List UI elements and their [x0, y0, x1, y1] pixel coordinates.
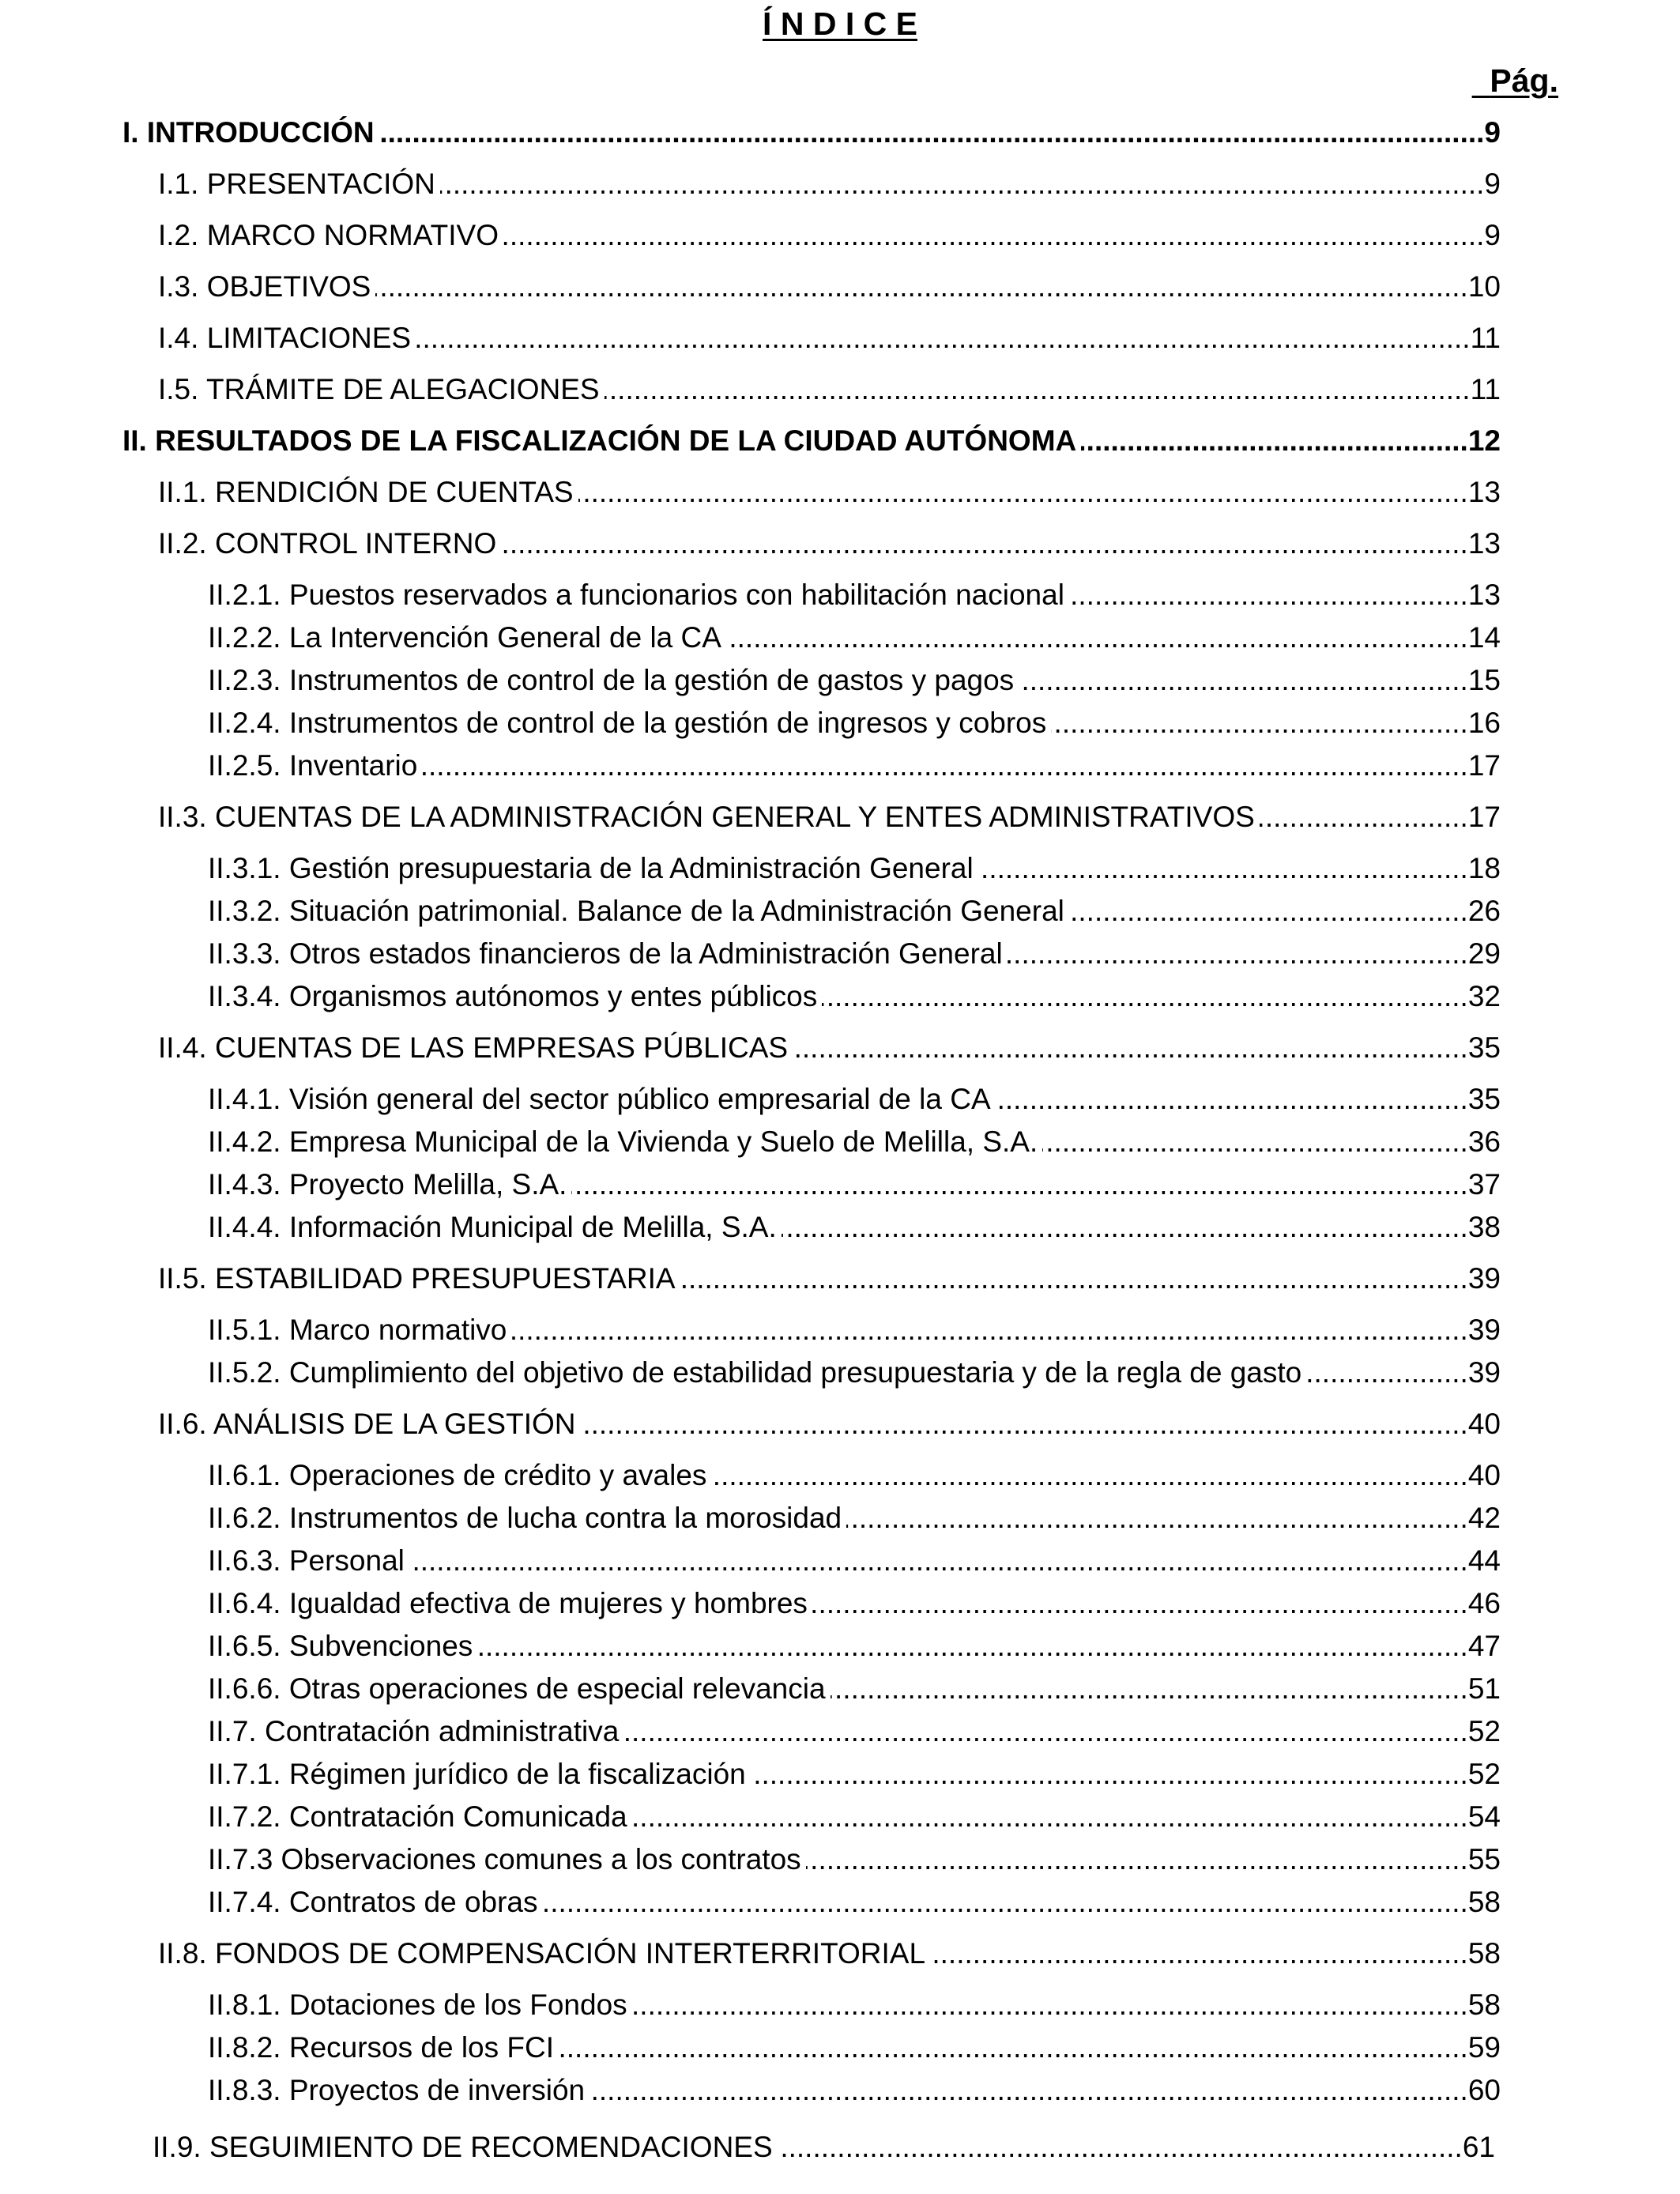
dot-leader	[379, 111, 1485, 154]
toc-entry	[0, 1497, 1501, 1540]
toc-entry-label: II.7.4. Contratos de obras	[208, 1886, 538, 1918]
toc-entry	[0, 420, 1501, 462]
toc-entry-page-number: 16	[1467, 707, 1501, 739]
toc-entry-page-number: 9	[1484, 116, 1501, 149]
toc-entry-label: II.4.2. Empresa Municipal de la Vivienda y Suelo de Melilla, S.A.	[208, 1125, 1038, 1158]
toc-entry	[0, 1454, 1501, 1497]
toc-entry-label: II.6.4. Igualdad efectiva de mujeres y hombres	[208, 1587, 808, 1619]
toc-entry-label: II.3. CUENTAS DE LA ADMINISTRACIÓN GENERAL Y ENTES ADMINISTRATIVOS	[158, 801, 1255, 833]
toc-entry	[0, 1881, 1501, 1924]
toc-entry	[0, 1668, 1501, 1710]
toc-entry-label: II.8.2. Recursos de los FCI	[208, 2031, 555, 2064]
dot-leader	[590, 2069, 1468, 2112]
toc-entry-page-number: 39	[1467, 1314, 1501, 1346]
toc-entry-page-number: 9	[1484, 168, 1501, 200]
dot-leader	[831, 1668, 1468, 1710]
dot-leader	[632, 1984, 1468, 2026]
toc-entry-label: II.6.2. Instrumentos de lucha contra la morosidad	[208, 1502, 842, 1534]
dot-leader	[822, 975, 1468, 1018]
toc-entry-label: I.5. TRÁMITE DE ALEGACIONES	[158, 373, 600, 405]
toc-entry-label: I. INTRODUCCIÓN	[122, 116, 375, 149]
toc-entry-page-number: 17	[1467, 801, 1501, 833]
toc-entry-label: II.3.4. Organismos autónomos y entes públicos	[208, 980, 818, 1012]
dot-leader	[1069, 574, 1468, 616]
toc-entry-page-number: 10	[1467, 270, 1501, 303]
toc-entry	[0, 471, 1501, 514]
toc-entry-label: II.7.2. Contratación Comunicada	[208, 1800, 627, 1833]
toc-entry-page-number: 39	[1467, 1262, 1501, 1295]
toc-entry-label: II.8.1. Dotaciones de los Fondos	[208, 1989, 627, 2021]
toc-entry-page-number: 12	[1467, 424, 1501, 457]
toc-entry-page-number: 55	[1467, 1843, 1501, 1875]
toc-entry-label: II.2.3. Instrumentos de control de la gestión de gastos y pagos	[208, 664, 1015, 696]
toc-entry-page-number: 54	[1467, 1800, 1501, 1833]
toc-entry	[0, 1309, 1501, 1351]
dot-leader	[375, 266, 1467, 308]
toc-entry-page-number: 11	[1470, 322, 1501, 354]
toc-entry	[0, 368, 1501, 411]
dot-leader	[578, 471, 1468, 514]
toc-entry	[0, 1710, 1501, 1753]
toc-entry-label: II.2. CONTROL INTERNO	[158, 527, 497, 560]
dot-leader	[543, 1881, 1468, 1924]
toc-entry	[0, 702, 1501, 745]
toc-entry-label: II.2.1. Puestos reservados a funcionarios con habilitación nacional	[208, 579, 1064, 611]
dot-leader	[580, 1403, 1467, 1446]
toc-entry	[0, 163, 1501, 205]
toc-entry-label: II.6. ANÁLISIS DE LA GESTIÓN	[158, 1408, 576, 1440]
toc-entry	[0, 1351, 1501, 1394]
toc-entry-page-number: 52	[1467, 1715, 1501, 1747]
toc-entry-page-number: 44	[1467, 1544, 1501, 1577]
toc-entry	[0, 1121, 1501, 1163]
toc-entry-label: II.5.2. Cumplimiento del objetivo de estabilidad presupuestaria y de la regla de gasto	[208, 1356, 1302, 1389]
toc-entry-label: II.4. CUENTAS DE LAS EMPRESAS PÚBLICAS	[158, 1031, 789, 1064]
dot-leader	[571, 1163, 1467, 1206]
dot-leader	[806, 1838, 1468, 1881]
toc-entry	[0, 1984, 1501, 2026]
toc-entry-label: II.5. ESTABILIDAD PRESUPUESTARIA	[158, 1262, 676, 1295]
dot-leader	[416, 317, 1471, 360]
toc-entry	[0, 659, 1501, 702]
toc-entry-label: II.6.3. Personal	[208, 1544, 405, 1577]
dot-leader	[680, 1257, 1468, 1300]
toc-entry	[0, 745, 1501, 787]
dot-leader	[632, 1796, 1468, 1838]
dot-leader	[1008, 933, 1468, 975]
toc-entry	[0, 1206, 1501, 1249]
toc-entry-label: II.7. Contratación administrativa	[208, 1715, 620, 1747]
toc-entry-page-number: 58	[1467, 1989, 1501, 2021]
toc-entry	[0, 1796, 1501, 1838]
toc-entry-page-number: 13	[1467, 579, 1501, 611]
toc-entry-page-number: 47	[1467, 1630, 1501, 1662]
dot-leader	[1051, 702, 1468, 745]
dot-leader	[503, 214, 1484, 257]
toc-entry	[0, 2126, 1495, 2169]
toc-entry	[0, 266, 1501, 308]
toc-entry-label: II.3.3. Otros estados financieros de la Administración General	[208, 937, 1003, 970]
dot-leader	[1019, 659, 1468, 702]
toc-entry-page-number: 36	[1467, 1125, 1501, 1158]
toc-entry-page-number: 46	[1467, 1587, 1501, 1619]
dot-leader	[1260, 796, 1468, 839]
toc-entry	[0, 1163, 1501, 1206]
toc-entry	[0, 2026, 1501, 2069]
toc-entry	[0, 1027, 1501, 1069]
dot-leader	[711, 1454, 1467, 1497]
toc-entry-page-number: 26	[1467, 895, 1501, 927]
dot-leader	[751, 1753, 1468, 1796]
dot-leader	[1069, 890, 1468, 933]
toc-entry-page-number: 40	[1467, 1408, 1501, 1440]
toc-entry-page-number: 32	[1467, 980, 1501, 1012]
dot-leader	[623, 1710, 1468, 1753]
toc-entry-page-number: 59	[1467, 2031, 1501, 2064]
dot-leader	[605, 368, 1471, 411]
toc-entry-page-number: 38	[1467, 1211, 1501, 1243]
toc-entry-label: II.5.1. Marco normativo	[208, 1314, 507, 1346]
toc-entry	[0, 1625, 1501, 1668]
toc-entry-page-number: 17	[1467, 749, 1501, 782]
toc-entry-label: II.2.4. Instrumentos de control de la gestión de ingresos y cobros	[208, 707, 1047, 739]
toc-entry-page-number: 52	[1467, 1758, 1501, 1790]
toc-entry	[0, 1257, 1501, 1300]
toc-entry-label: II.6.6. Otras operaciones de especial relevancia	[208, 1672, 826, 1705]
toc-entry-page-number: 35	[1467, 1031, 1501, 1064]
dot-leader	[511, 1309, 1467, 1351]
toc-entry-page-number: 18	[1467, 852, 1501, 884]
dot-leader	[996, 1078, 1468, 1121]
toc-entry	[0, 1403, 1501, 1446]
dot-leader	[930, 1932, 1468, 1975]
toc-entry-label: II.2.5. Inventario	[208, 749, 418, 782]
toc-entry-page-number: 42	[1467, 1502, 1501, 1534]
dot-leader	[422, 745, 1468, 787]
toc-entry-label: II. RESULTADOS DE LA FISCALIZACIÓN DE LA CIUDAD AUTÓNOMA	[122, 424, 1077, 457]
page-column-header: Pág.	[1490, 62, 1558, 99]
toc-entry-page-number: 14	[1467, 621, 1501, 654]
dot-leader	[1081, 420, 1468, 462]
toc-entry-page-number: 58	[1467, 1886, 1501, 1918]
table-of-contents	[0, 103, 1501, 2169]
toc-entry-page-number: 11	[1470, 373, 1501, 405]
toc-entry-page-number: 51	[1467, 1672, 1501, 1705]
dot-leader	[978, 847, 1468, 890]
toc-entry-page-number: 29	[1467, 937, 1501, 970]
dot-leader	[782, 1206, 1468, 1249]
toc-entry	[0, 111, 1501, 154]
toc-entry	[0, 574, 1501, 616]
toc-entry-label: II.8. FONDOS DE COMPENSACIÓN INTERTERRITORIAL	[158, 1937, 926, 1970]
toc-entry-label: II.7.1. Régimen jurídico de la fiscalización	[208, 1758, 746, 1790]
dot-leader	[501, 522, 1468, 565]
toc-entry	[0, 1838, 1501, 1881]
dot-leader	[793, 1027, 1468, 1069]
dot-leader	[477, 1625, 1468, 1668]
toc-entry-label: II.3.1. Gestión presupuestaria de la Administración General	[208, 852, 974, 884]
toc-entry-label: II.6.1. Operaciones de crédito y avales	[208, 1459, 707, 1491]
toc-entry-label: II.7.3 Observaciones comunes a los contratos	[208, 1843, 801, 1875]
toc-entry-label: I.4. LIMITACIONES	[158, 322, 412, 354]
dot-leader	[559, 2026, 1468, 2069]
toc-entry	[0, 975, 1501, 1018]
toc-entry	[0, 214, 1501, 257]
toc-entry-page-number: 39	[1467, 1356, 1501, 1389]
toc-entry-page-number: 9	[1484, 219, 1501, 251]
toc-entry-label: II.1. RENDICIÓN DE CUENTAS	[158, 476, 574, 508]
toc-entry	[0, 1932, 1501, 1975]
toc-entry-label: II.4.3. Proyecto Melilla, S.A.	[208, 1168, 567, 1201]
toc-entry	[0, 2069, 1501, 2112]
toc-entry-label: II.9. SEGUIMIENTO DE RECOMENDACIONES	[153, 2130, 773, 2163]
toc-entry-page-number: 13	[1467, 527, 1501, 560]
toc-entry	[0, 1753, 1501, 1796]
dot-leader	[778, 2126, 1463, 2169]
toc-entry	[0, 1582, 1501, 1625]
toc-entry-page-number: 13	[1467, 476, 1501, 508]
toc-entry-label: II.3.2. Situación patrimonial. Balance de la Administración General	[208, 895, 1064, 927]
toc-entry	[0, 317, 1501, 360]
toc-entry	[0, 890, 1501, 933]
toc-entry-page-number: 15	[1467, 664, 1501, 696]
toc-entry-label: I.2. MARCO NORMATIVO	[158, 219, 499, 251]
dot-leader	[409, 1540, 1468, 1582]
toc-entry-page-number: 60	[1467, 2074, 1501, 2106]
toc-entry-page-number: 37	[1467, 1168, 1501, 1201]
toc-entry	[0, 1540, 1501, 1582]
dot-leader	[726, 616, 1468, 659]
toc-entry-label: I.3. OBJETIVOS	[158, 270, 371, 303]
dot-leader	[846, 1497, 1468, 1540]
toc-entry	[0, 933, 1501, 975]
page-title: Í N D I C E	[763, 6, 917, 42]
toc-entry-page-number: 58	[1467, 1937, 1501, 1970]
toc-entry-label: II.4.4. Información Municipal de Melilla, S.A.	[208, 1211, 777, 1243]
dot-leader	[440, 163, 1485, 205]
toc-entry-label: II.2.2. La Intervención General de la CA	[208, 621, 721, 654]
toc-entry-label: II.6.5. Subvenciones	[208, 1630, 473, 1662]
toc-entry	[0, 847, 1501, 890]
toc-entry	[0, 1078, 1501, 1121]
toc-entry	[0, 522, 1501, 565]
toc-entry-page-number: 35	[1467, 1083, 1501, 1115]
toc-entry-label: I.1. PRESENTACIÓN	[158, 168, 435, 200]
toc-entry-page-number: 40	[1467, 1459, 1501, 1491]
toc-entry-label: II.8.3. Proyectos de inversión	[208, 2074, 586, 2106]
toc-entry-label: II.4.1. Visión general del sector público empresarial de la CA	[208, 1083, 991, 1115]
toc-entry-page-number: 61	[1462, 2130, 1495, 2163]
dot-leader	[1306, 1351, 1468, 1394]
toc-entry	[0, 796, 1501, 839]
dot-leader	[812, 1582, 1468, 1625]
toc-entry	[0, 616, 1501, 659]
dot-leader	[1042, 1121, 1468, 1163]
